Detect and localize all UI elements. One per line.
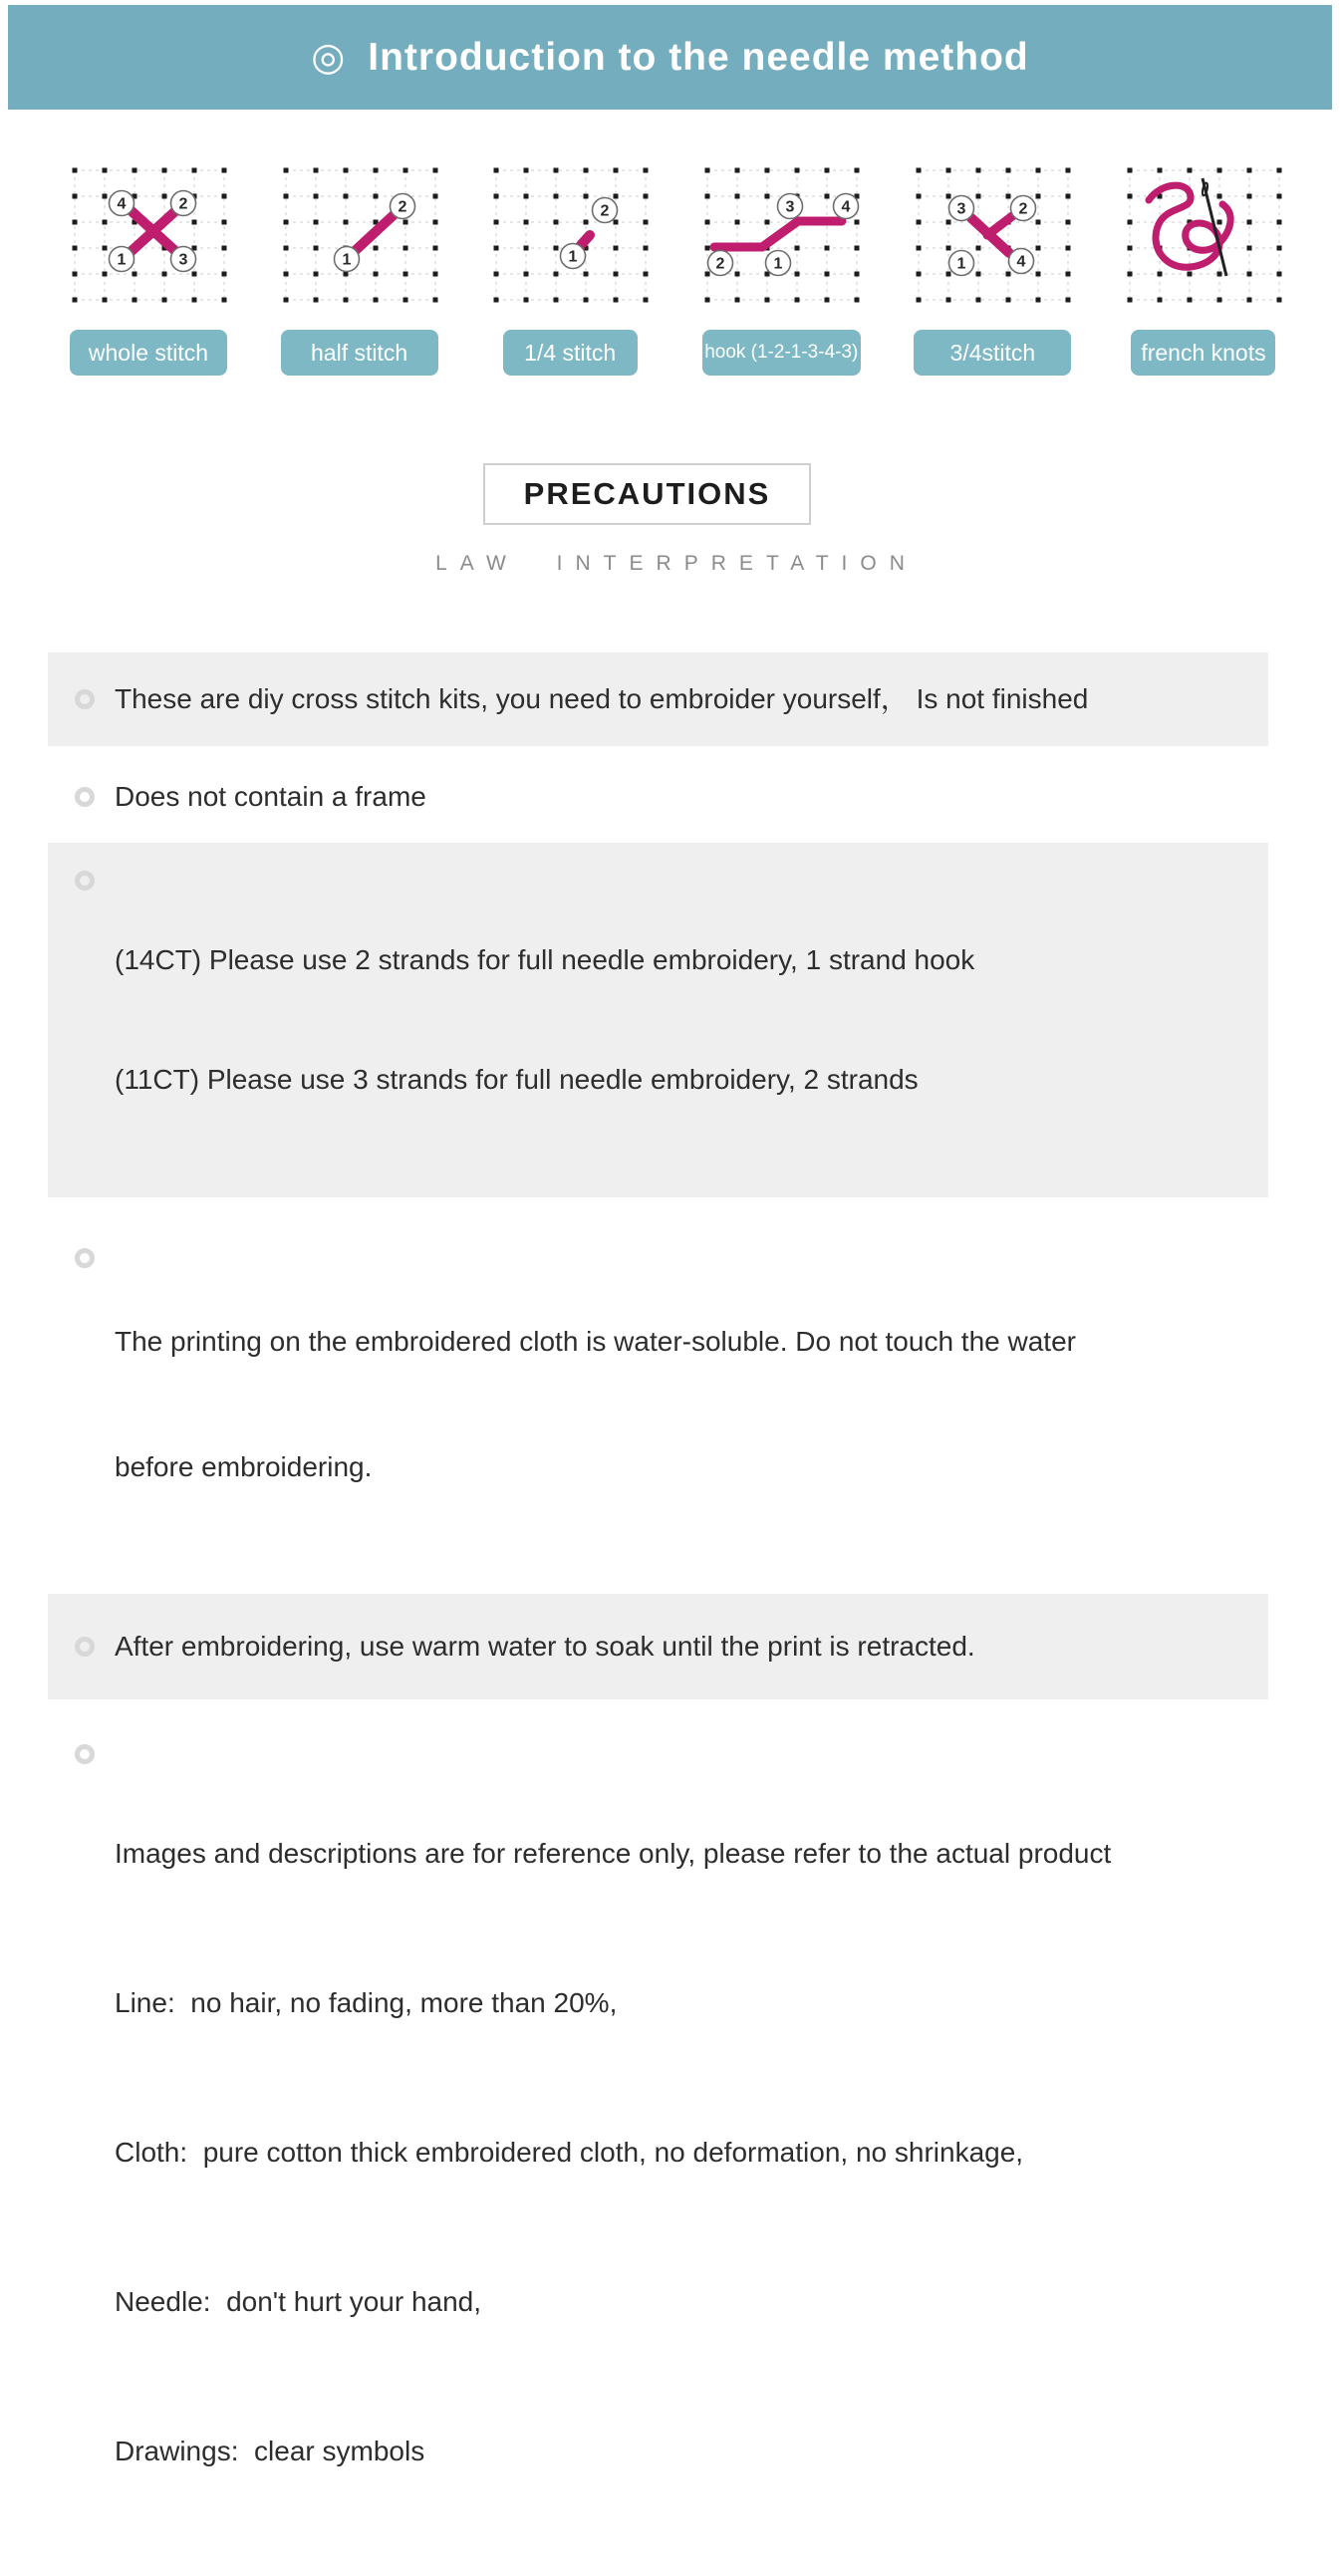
grid-dot [222, 272, 227, 277]
grid-dot [976, 246, 981, 251]
grid-dot [855, 298, 860, 303]
grid-dot [1246, 194, 1251, 199]
svg-text:1: 1 [568, 248, 578, 266]
grid-dot [1066, 298, 1071, 303]
grid-dot [373, 168, 378, 173]
grid-dot [1246, 298, 1251, 303]
hook-stitch-motif [714, 221, 842, 247]
grid-dot [705, 298, 710, 303]
grid-dot [192, 272, 197, 277]
quarter-stitch-diagram [491, 164, 649, 310]
grid-dot [1187, 168, 1192, 173]
grid-dot [917, 168, 922, 173]
grid-dot [73, 246, 78, 251]
grid-dot [1276, 246, 1281, 251]
precautions-heading: PRECAUTIONS [483, 463, 811, 525]
grid-dot [494, 246, 499, 251]
grid-dot [1006, 298, 1011, 303]
item-text-line: Cloth: pure cotton thick embroidered cloth, no deformation, no shrinkage, [115, 2137, 1024, 2168]
grid-dot [765, 194, 770, 199]
svg-text:1: 1 [117, 251, 127, 269]
grid-dot [855, 220, 860, 225]
grid-dot [735, 168, 740, 173]
stitch-label-french-knots: french knots [1131, 330, 1275, 376]
grid-dot [313, 220, 318, 225]
grid-dot [103, 220, 108, 225]
grid-dot [554, 168, 559, 173]
precaution-item [48, 1237, 1268, 1572]
grid-dot [946, 220, 951, 225]
grid-dot [1276, 298, 1281, 303]
grid-dot [735, 298, 740, 303]
grid-dot [1127, 272, 1132, 277]
stitch-point-4 [834, 194, 859, 219]
grid-dot [524, 168, 529, 173]
grid-dot [1127, 194, 1132, 199]
grid-layer [494, 168, 649, 303]
svg-text:1: 1 [956, 255, 966, 273]
grid-dot [976, 272, 981, 277]
grid-dot [432, 220, 437, 225]
stitch-label-whole: whole stitch [70, 330, 227, 376]
grid-dot [1216, 194, 1221, 199]
grid-dot [946, 168, 951, 173]
grid-dot [765, 298, 770, 303]
grid-dot [1036, 246, 1041, 251]
grid-dot [584, 168, 589, 173]
svg-text:4: 4 [841, 198, 851, 216]
grid-dot [946, 298, 951, 303]
grid-dot [222, 246, 227, 251]
grid-dot [373, 272, 378, 277]
grid-dot [133, 298, 137, 303]
grid-dot [795, 246, 800, 251]
grid-dot [1066, 194, 1071, 199]
stitch-panel-french-knots [1125, 164, 1282, 376]
grid-dot [705, 272, 710, 277]
grid-dot [1127, 246, 1132, 251]
grid-dot [584, 272, 589, 277]
grid-dot [73, 298, 78, 303]
stitch-point-1 [561, 244, 586, 269]
grid-dot [133, 168, 137, 173]
grid-dot [432, 194, 437, 199]
grid-dot [705, 194, 710, 199]
grid-dot [917, 220, 922, 225]
grid-dot [917, 272, 922, 277]
precaution-item [48, 1729, 1268, 2576]
grid-dot [402, 272, 407, 277]
grid-dot [1187, 272, 1192, 277]
grid-dot [222, 194, 227, 199]
grid-dot [584, 298, 589, 303]
grid-dot [825, 246, 830, 251]
item-text-line: (11CT) Please use 3 strands for full needle embroidery, 2 strands [115, 1064, 919, 1095]
grid-dot [1157, 298, 1162, 303]
grid-dot [432, 298, 437, 303]
grid-dot [735, 220, 740, 225]
grid-dot [313, 272, 318, 277]
grid-dot [1127, 298, 1132, 303]
precaution-item [48, 780, 1268, 814]
grid-dot [705, 168, 710, 173]
grid-dot [1216, 272, 1221, 277]
grid-dot [976, 168, 981, 173]
stitch-panel-hook [702, 164, 861, 376]
grid-dot [192, 220, 197, 225]
grid-dot [614, 272, 619, 277]
stitch-diagram-strip [0, 110, 1340, 376]
svg-text:2: 2 [715, 255, 725, 273]
grid-dot [432, 168, 437, 173]
grid-dot [1216, 298, 1221, 303]
stitch-panel-whole [70, 164, 227, 376]
grid-dot [402, 246, 407, 251]
grid-dot [283, 168, 288, 173]
grid-dot [1216, 168, 1221, 173]
grid-dot [614, 298, 619, 303]
stitch-point-2 [171, 191, 196, 216]
grid-dot [735, 272, 740, 277]
grid-dot [103, 194, 108, 199]
grid-dot [283, 246, 288, 251]
grid-dot [222, 168, 227, 173]
grid-dot [1036, 298, 1041, 303]
grid-layer [283, 168, 437, 303]
grid-dot [825, 272, 830, 277]
grid-dot [343, 220, 348, 225]
svg-text:3: 3 [178, 251, 188, 269]
precaution-list [0, 652, 1340, 2576]
grid-dot [614, 168, 619, 173]
stitch-point-2 [593, 198, 618, 223]
grid-dot [1066, 246, 1071, 251]
grid-dot [946, 246, 951, 251]
law-interpretation-subtitle: LAW INTERPRETATION [435, 552, 918, 575]
grid-dot [222, 220, 227, 225]
grid-dot [494, 272, 499, 277]
grid-dot [283, 298, 288, 303]
grid-dot [494, 168, 499, 173]
grid-dot [73, 194, 78, 199]
stitch-point-2 [390, 194, 414, 219]
grid-dot [73, 272, 78, 277]
grid-dot [946, 194, 951, 199]
ring-bullet-icon [75, 871, 95, 891]
grid-dot [554, 272, 559, 277]
grid-dot [162, 272, 167, 277]
grid-dot [1276, 168, 1281, 173]
grid-dot [494, 194, 499, 199]
item-text-line: Images and descriptions are for reference only, please refer to the actual product [115, 1838, 1112, 1869]
half-stitch-diagram [281, 164, 438, 310]
stitch-point-4 [1009, 249, 1034, 274]
item-text-line: The printing on the embroidered cloth is water-soluble. Do not touch the water [115, 1326, 1076, 1357]
grid-dot [765, 168, 770, 173]
grid-dot [1066, 220, 1071, 225]
svg-text:2: 2 [1018, 200, 1028, 218]
stitch-label-half: half stitch [281, 330, 438, 376]
hook-stitch-diagram [702, 164, 860, 310]
svg-text:1: 1 [773, 255, 783, 273]
stitch-point-1 [110, 247, 134, 272]
grid-dot [1246, 220, 1251, 225]
grid-dot [1006, 194, 1011, 199]
grid-dot [524, 220, 529, 225]
grid-dot [1187, 298, 1192, 303]
grid-dot [313, 298, 318, 303]
page-title-text: Introduction to the needle method [368, 36, 1029, 79]
grid-dot [162, 194, 167, 199]
grid-dot [855, 168, 860, 173]
grid-dot [524, 246, 529, 251]
grid-dot [313, 194, 318, 199]
svg-text:3: 3 [956, 200, 966, 218]
ring-bullet-icon [75, 787, 95, 807]
grid-dot [1036, 272, 1041, 277]
cross-stitch-motif [132, 211, 175, 251]
grid-dot [494, 220, 499, 225]
grid-dot [825, 168, 830, 173]
grid-dot [192, 168, 197, 173]
grid-dot [795, 272, 800, 277]
grid-dot [524, 194, 529, 199]
grid-dot [103, 168, 108, 173]
grid-dot [705, 220, 710, 225]
stitch-point-1 [949, 251, 974, 276]
grid-dot [373, 298, 378, 303]
grid-dot [917, 194, 922, 199]
stitch-point-2 [708, 251, 733, 276]
grid-dot [855, 272, 860, 277]
grid-dot [283, 194, 288, 199]
grid-dot [825, 298, 830, 303]
stitch-point-4 [110, 191, 134, 216]
stitch-label-three-quarter: 3/4stitch [914, 330, 1071, 376]
stitch-point-1 [766, 251, 791, 276]
grid-dot [1036, 220, 1041, 225]
grid-dot [343, 168, 348, 173]
grid-dot [373, 246, 378, 251]
ring-bullet-icon [75, 689, 95, 709]
stitch-point-1 [334, 247, 359, 272]
grid-dot [976, 298, 981, 303]
stitch-point-3 [949, 196, 974, 221]
stitch-label-quarter: 1/4 stitch [503, 330, 638, 376]
grid-dot [1066, 168, 1071, 173]
grid-dot [1006, 168, 1011, 173]
french-knots-diagram [1125, 164, 1282, 310]
whole-stitch-diagram [70, 164, 227, 310]
grid-dot [402, 168, 407, 173]
grid-dot [343, 194, 348, 199]
grid-dot [795, 298, 800, 303]
grid-dot [1036, 168, 1041, 173]
grid-dot [1246, 246, 1251, 251]
svg-text:3: 3 [785, 198, 795, 216]
grid-dot [614, 246, 619, 251]
grid-dot [283, 220, 288, 225]
grid-dot [917, 298, 922, 303]
grid-dot [373, 194, 378, 199]
item-text-line: These are diy cross stitch kits, you need to embroider yourself， Is not finished [115, 683, 1089, 714]
item-text-line: Needle: don't hurt your hand, [115, 2286, 482, 2317]
grid-dot [644, 298, 649, 303]
stitch-label-hook: hook (1-2-1-3-4-3) [702, 330, 861, 376]
svg-text:4: 4 [1016, 253, 1026, 271]
grid-dot [644, 168, 649, 173]
grid-dot [1276, 194, 1281, 199]
page-title [311, 35, 1029, 80]
grid-dot [103, 272, 108, 277]
stitch-point-2 [1011, 196, 1036, 221]
svg-text:2: 2 [600, 202, 610, 220]
grid-dot [644, 246, 649, 251]
stitch-point-3 [778, 194, 803, 219]
grid-dot [825, 194, 830, 199]
grid-dot [735, 194, 740, 199]
grid-dot [1127, 168, 1132, 173]
stitch-panel-three-quarter [914, 164, 1071, 376]
grid-dot [73, 168, 78, 173]
grid-dot [402, 298, 407, 303]
svg-text:1: 1 [342, 251, 352, 269]
grid-dot [103, 246, 108, 251]
grid-dot [614, 220, 619, 225]
item-text-line: before embroidering. [115, 1451, 373, 1482]
item-text-line: After embroidering, use warm water to soak until the print is retracted. [115, 1631, 975, 1662]
ring-bullet-icon [75, 1637, 95, 1657]
grid-dot [432, 272, 437, 277]
grid-dot [1276, 220, 1281, 225]
grid-dot [73, 220, 78, 225]
precaution-item [48, 652, 1268, 746]
grid-dot [283, 272, 288, 277]
item-text-line: Drawings: clear symbols [115, 2436, 425, 2466]
grid-dot [222, 298, 227, 303]
grid-dot [162, 298, 167, 303]
grid-dot [1246, 272, 1251, 277]
grid-dot [402, 220, 407, 225]
grid-dot [554, 246, 559, 251]
grid-dot [313, 168, 318, 173]
grid-dot [946, 272, 951, 277]
svg-text:2: 2 [178, 195, 188, 213]
precaution-item [48, 843, 1268, 1197]
ring-bullet-icon [75, 1248, 95, 1268]
svg-text:4: 4 [117, 195, 127, 213]
ring-bullet-icon [75, 1744, 95, 1764]
svg-text:2: 2 [398, 198, 407, 216]
quarter-stitch-motif [581, 235, 590, 245]
grid-dot [976, 194, 981, 199]
header-banner [8, 5, 1332, 110]
grid-dot [554, 220, 559, 225]
grid-dot [1157, 272, 1162, 277]
grid-dot [432, 246, 437, 251]
grid-dot [162, 168, 167, 173]
grid-dot [1216, 220, 1221, 225]
grid-dot [644, 272, 649, 277]
grid-dot [644, 194, 649, 199]
precaution-item [48, 1594, 1268, 1699]
item-text-line: (14CT) Please use 2 strands for full needle embroidery, 1 strand hook [115, 944, 975, 975]
grid-dot [554, 194, 559, 199]
stitch-panel-half [281, 164, 438, 376]
grid-dot [1006, 272, 1011, 277]
item-text-line: Line: no hair, no fading, more than 20%, [115, 1987, 618, 2018]
grid-dot [584, 194, 589, 199]
grid-dot [795, 168, 800, 173]
grid-dot [644, 220, 649, 225]
three-quarter-stitch-branch [987, 216, 1012, 235]
grid-dot [524, 272, 529, 277]
grid-dot [554, 298, 559, 303]
grid-dot [1036, 194, 1041, 199]
grid-dot [855, 246, 860, 251]
stitch-point-3 [171, 247, 196, 272]
grid-dot [494, 298, 499, 303]
grid-dot [524, 298, 529, 303]
grid-dot [705, 246, 710, 251]
grid-dot [765, 220, 770, 225]
grid-dot [1127, 220, 1132, 225]
item-text-line: Does not contain a frame [115, 781, 426, 812]
grid-dot [343, 298, 348, 303]
grid-dot [133, 272, 137, 277]
double-circle-icon: ◎ [311, 36, 347, 79]
grid-dot [1246, 168, 1251, 173]
grid-dot [1157, 168, 1162, 173]
grid-dot [584, 220, 589, 225]
grid-dot [313, 246, 318, 251]
stitch-panel-quarter [491, 164, 649, 376]
grid-dot [192, 298, 197, 303]
grid-dot [917, 246, 922, 251]
grid-dot [1276, 272, 1281, 277]
grid-dot [103, 298, 108, 303]
grid-dot [1066, 272, 1071, 277]
three-quarter-stitch-diagram [914, 164, 1071, 310]
grid-dot [614, 194, 619, 199]
